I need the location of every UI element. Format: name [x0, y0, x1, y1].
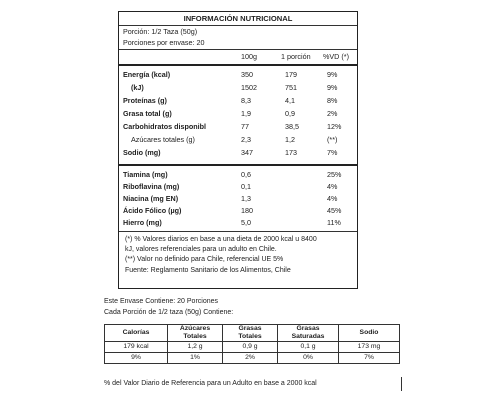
nutrient-label: Grasa total (g) — [123, 109, 172, 118]
servings-statement: Este Envase Contiene: 20 Porciones — [104, 298, 219, 305]
nutrient-row — [123, 83, 353, 93]
nutrient-label: Ácido Fólico (µg) — [123, 206, 182, 215]
percent-cell: 1% — [168, 353, 223, 364]
value-100g: 0,6 — [241, 170, 251, 179]
value-cell: 179 kcal — [105, 342, 168, 353]
nutrient-row — [123, 70, 353, 80]
value-portion: 179 — [285, 70, 297, 79]
percent-cell: 9% — [105, 353, 168, 364]
nutrition-facts-panel — [118, 11, 358, 289]
percent-cell: 2% — [223, 353, 278, 364]
value-vd: 9% — [327, 70, 338, 79]
value-100g: 350 — [241, 70, 253, 79]
value-portion: 4,1 — [285, 96, 295, 105]
header-cell: Calorías — [105, 325, 168, 342]
nutrient-label: Proteínas (g) — [123, 96, 167, 105]
value-100g: 2,3 — [241, 135, 251, 144]
value-100g: 8,3 — [241, 96, 251, 105]
value-100g: 180 — [241, 206, 253, 215]
footnotes — [125, 235, 351, 276]
portion-size: Porción: 1/2 Taza (50g) — [123, 27, 198, 36]
value-vd: 12% — [327, 122, 342, 131]
value-portion: 38,5 — [285, 122, 299, 131]
value-vd: 4% — [327, 194, 338, 203]
nutrient-label: Azúcares totales (g) — [131, 135, 195, 144]
value-vd: 45% — [327, 206, 342, 215]
panel-title: INFORMACIÓN NUTRICIONAL — [183, 14, 293, 23]
footnote-line: Fuente: Reglamento Sanitario de los Alimentos, Chile — [125, 266, 291, 274]
text-cursor — [401, 377, 402, 391]
nutrient-row — [123, 218, 353, 228]
value-100g: 347 — [241, 148, 253, 157]
nutrient-label: Carbohidratos disponibl — [123, 122, 207, 131]
daily-value-caption: % del Valor Diario de Referencia para un Adulto en base a 2000 kcal — [104, 380, 317, 387]
divider — [119, 25, 357, 26]
portion-statement: Cada Porción de 1/2 taza (50g) Contiene: — [104, 309, 234, 316]
divider — [119, 64, 357, 66]
nutrient-label: Hierro (mg) — [123, 218, 162, 227]
column-header-vd: %VD (*) — [323, 52, 349, 61]
header-cell: Sodio — [339, 325, 400, 342]
front-label-table — [104, 324, 400, 364]
value-vd: 25% — [327, 170, 342, 179]
value-vd: 4% — [327, 182, 338, 191]
column-header-portion: 1 porción — [281, 52, 311, 61]
nutrient-row — [123, 135, 353, 145]
nutrient-row — [123, 170, 353, 180]
nutrient-row — [123, 96, 353, 106]
nutrient-label: Niacina (mg EN) — [123, 194, 179, 203]
value-vd: (**) — [327, 135, 338, 144]
nutrient-row — [123, 122, 353, 132]
percent-cell: 7% — [339, 353, 400, 364]
value-100g: 1,9 — [241, 109, 251, 118]
footnote-line: (*) % Valores diarios en base a una dieta de 2000 kcal u 8400 — [125, 236, 317, 243]
nutrient-label: Energía (kcal) — [123, 70, 171, 79]
value-cell: 1,2 g — [168, 342, 223, 353]
value-100g: 1502 — [241, 83, 257, 92]
value-vd: 8% — [327, 96, 338, 105]
nutrient-label: Sodio (mg) — [123, 148, 161, 157]
value-100g: 77 — [241, 122, 249, 131]
percent-cell: 0% — [278, 353, 339, 364]
nutrient-label: Tiamina (mg) — [123, 170, 168, 179]
value-portion: 173 — [285, 148, 297, 157]
value-cell: 0,9 g — [223, 342, 278, 353]
value-vd: 9% — [327, 83, 338, 92]
value-portion: 0,9 — [285, 109, 295, 118]
value-100g: 1,3 — [241, 194, 251, 203]
value-portion: 751 — [285, 83, 297, 92]
nutrient-row — [123, 109, 353, 119]
divider — [119, 231, 357, 232]
divider — [119, 164, 357, 166]
value-vd: 2% — [327, 109, 338, 118]
value-portion: 1,2 — [285, 135, 295, 144]
footnote-line: (**) Valor no definido para Chile, referencial UE 5% — [125, 256, 284, 264]
nutrient-row — [123, 206, 353, 216]
value-100g: 0,1 — [241, 182, 251, 191]
nutrient-label: (kJ) — [131, 83, 144, 92]
nutrient-row — [123, 148, 353, 158]
value-cell: 0,1 g — [278, 342, 339, 353]
value-cell: 173 mg — [339, 342, 400, 353]
nutrient-row — [123, 182, 353, 192]
header-cell: Grasas Totales — [223, 325, 278, 342]
footnote-line: kJ, valores referenciales para un adulto en Chile. — [125, 246, 277, 254]
divider — [119, 49, 357, 50]
value-100g: 5,0 — [241, 218, 251, 227]
servings-per-container: Porciones por envase: 20 — [123, 38, 205, 47]
value-vd: 11% — [327, 218, 341, 227]
header-cell: Grasas Saturadas — [278, 325, 339, 342]
header-cell: Azúcares Totales — [168, 325, 223, 342]
column-header-100g: 100g — [241, 52, 257, 61]
nutrient-row — [123, 194, 353, 204]
value-vd: 7% — [327, 148, 338, 157]
nutrient-label: Riboflavina (mg) — [123, 182, 180, 191]
